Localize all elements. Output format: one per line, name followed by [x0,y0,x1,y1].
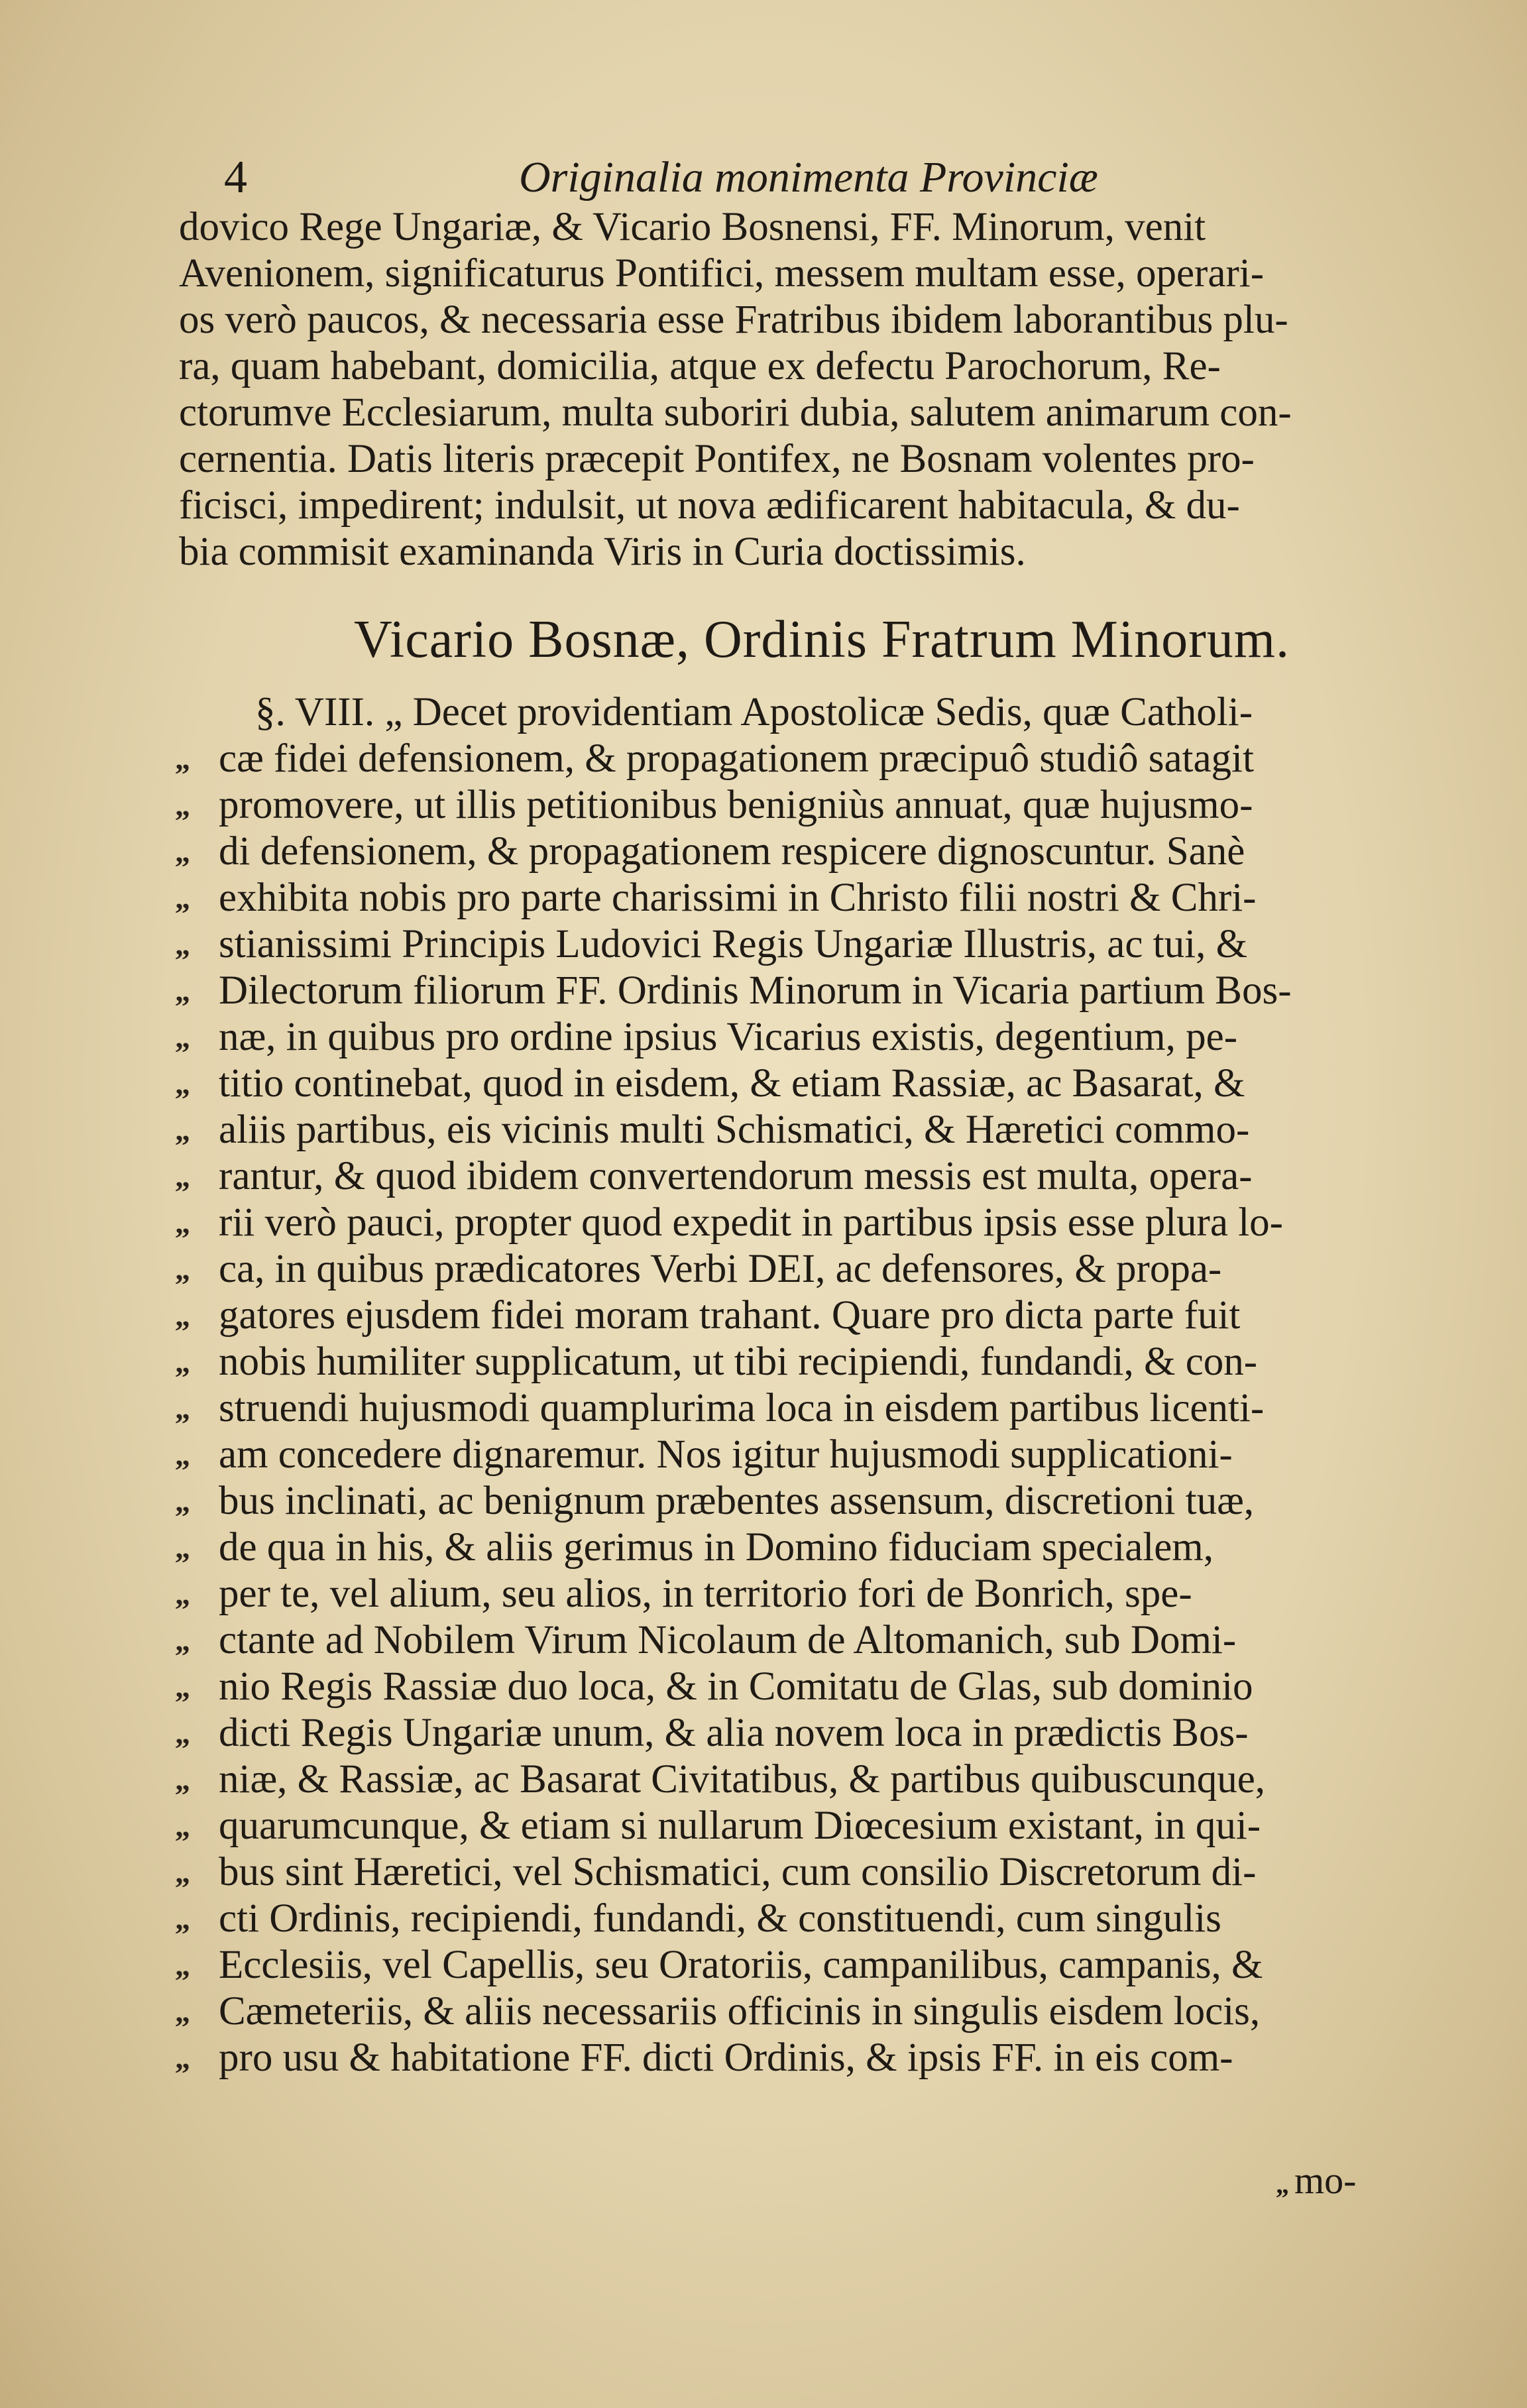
text-line: dovico Rege Ungariæ, & Vicario Bosnensi, FF. Minorum, venit [179,205,1206,249]
text-line: „ Cæmeteriis, & aliis necessariis officinis in singulis eisdem locis, [175,1989,1261,2034]
text-line: cernentia. Datis literis præcepit Pontifex, ne Bosnam volentes pro- [179,437,1255,481]
quote-mark: „ [175,1623,190,1657]
intro-paragraph [166,204,1451,575]
text-line: „ nio Regis Rassiæ duo loca, & in Comitatu de Glas, sub dominio [175,1664,1253,1709]
text-line: „ pro usu & habitatione FF. dicti Ordinis, & ipsis FF. in eis com- [175,2035,1233,2080]
text-line: „ bus inclinati, ac benignum præbentes assensum, discretioni tuæ, [175,1479,1255,1523]
text-line: „ exhibita nobis pro parte charissimi in Christo filii nostri & Chri- [175,876,1257,920]
quote-mark: „ [175,1020,190,1054]
text-line: „ ctante ad Nobilem Virum Nicolaum de Altomanich, sub Domi- [175,1618,1237,1662]
text-line: „ di defensionem, & propagationem respicere dignoscuntur. Sanè [175,829,1245,874]
text-line: „ promovere, ut illis petitionibus benigniùs annuat, quæ hujusmo- [175,783,1253,827]
quote-mark: „ [175,1066,190,1100]
quote-mark: „ [175,1762,190,1796]
quote-mark: „ [175,1391,190,1425]
quote-mark: „ [175,1484,190,1518]
quote-mark: „ [175,1902,190,1935]
catchword-text: mo- [1294,2159,1357,2202]
text-line: „ ca, in quibus prædicatores Verbi DEI, ac defensores, & propa- [175,1247,1222,1291]
text-line: os verò paucos, & necessaria esse Fratribus ibidem laborantibus plu- [179,298,1288,342]
quote-mark: „ [175,1994,190,2028]
text-line: „ quarumcunque, & etiam si nullarum Diœcesium existant, in qui- [175,1804,1261,1848]
page-number: 4 [224,152,247,203]
text-line: „ am concedere dignaremur. Nos igitur hujusmodi supplicationi- [175,1432,1233,1477]
text-line: „ rantur, & quod ibidem convertendorum messis est multa, opera- [175,1154,1253,1198]
text-line: „ cæ fidei defensionem, & propagationem præcipuô studiô satagit [175,736,1254,781]
text-line: „ dicti Regis Ungariæ unum, & alia novem loca in prædictis Bos- [175,1711,1249,1755]
quote-mark: „ [175,1809,190,1843]
quote-mark: „ [175,1438,190,1471]
catchword [1276,2157,1356,2208]
quote-mark: „ [1276,2169,1289,2199]
quote-mark: „ [175,1948,190,1982]
quote-mark: „ [175,1577,190,1611]
text-line: „ gatores ejusdem fidei moram trahant. Quare pro dicta parte fuit [175,1293,1241,1338]
quote-mark: „ [175,2041,190,2075]
text-line: „ de qua in his, & aliis gerimus in Domino fiduciam specialem, [175,1525,1214,1570]
page-body [166,204,1451,2081]
quote-mark: „ [175,1855,190,1889]
text-line: „ aliis partibus, eis vicinis multi Schismatici, & Hæretici commo- [175,1108,1250,1152]
text-line: „ struendi hujusmodi quamplurima loca in eisdem partibus licenti- [175,1386,1265,1430]
text-line: Avenionem, significaturus Pontifici, messem multam esse, operari- [179,251,1265,296]
quote-mark: „ [175,927,190,961]
quote-mark: „ [175,1716,190,1750]
text-line: „ stianissimi Principis Ludovici Regis Ungariæ Illustris, ac tui, & [175,922,1248,966]
quote-mark: „ [175,1530,190,1564]
text-line: „ niæ, & Rassiæ, ac Basarat Civitatibus, & partibus quibuscunque, [175,1757,1266,1802]
text-line: ctorumve Ecclesiarum, multa suboriri dubia, salutem animarum con- [179,390,1292,435]
page-header [224,151,1351,204]
quote-mark: „ [175,1670,190,1703]
text-line: ra, quam habebant, domicilia, atque ex defectu Parochorum, Re- [179,344,1221,388]
quote-mark: „ [175,1252,190,1286]
text-line: „ næ, in quibus pro ordine ipsius Vicarius existis, degentium, pe- [175,1015,1238,1059]
text-line: „ Ecclesiis, vel Capellis, seu Oratoriis, campanilibus, campanis, & [175,1943,1263,1987]
quote-mark: „ [175,1345,190,1379]
quote-mark: „ [175,1113,190,1147]
text-line: „ rii verò pauci, propter quod expedit in partibus ipsis esse plura lo- [175,1200,1283,1245]
text-line: „ cti Ordinis, recipiendi, fundandi, & constituendi, cum singulis [175,1896,1221,1941]
quote-mark: „ [175,1298,190,1332]
quote-mark: „ [175,788,190,822]
letter-text [166,689,1451,2081]
text-line: ficisci, impedirent; indulsit, ut nova ædificarent habitacula, & du- [179,483,1240,528]
section-heading: Vicario Bosnæ, Ordinis Fratrum Minorum. [354,610,1290,669]
running-head: Originalia monimenta Provinciæ [519,153,1098,201]
quote-mark: „ [175,881,190,915]
quote-mark: „ [175,1206,190,1239]
text-line: „ nobis humiliter supplicatum, ut tibi recipiendi, fundandi, & con- [175,1340,1258,1384]
quote-mark: „ [175,834,190,868]
text-line: „ titio continebat, quod in eisdem, & etiam Rassiæ, ac Basarat, & [175,1061,1245,1106]
quote-mark: „ [175,742,190,775]
text-line: „ per te, vel alium, seu alios, in territorio fori de Bonrich, spe- [175,1572,1192,1616]
quote-mark: „ [175,974,190,1007]
quote-mark: „ [175,1159,190,1193]
text-line: „ bus sint Hæretici, vel Schismatici, cum consilio Discretorum di- [175,1850,1257,1894]
text-line: bia commisit examinanda Viris in Curia doctissimis. [179,530,1026,574]
text-line: §. VIII. „ Decet providentiam Apostolicæ Sedis, quæ Catholi- [255,690,1253,734]
text-line: „ Dilectorum filiorum FF. Ordinis Minorum in Vicaria partium Bos- [175,968,1292,1013]
